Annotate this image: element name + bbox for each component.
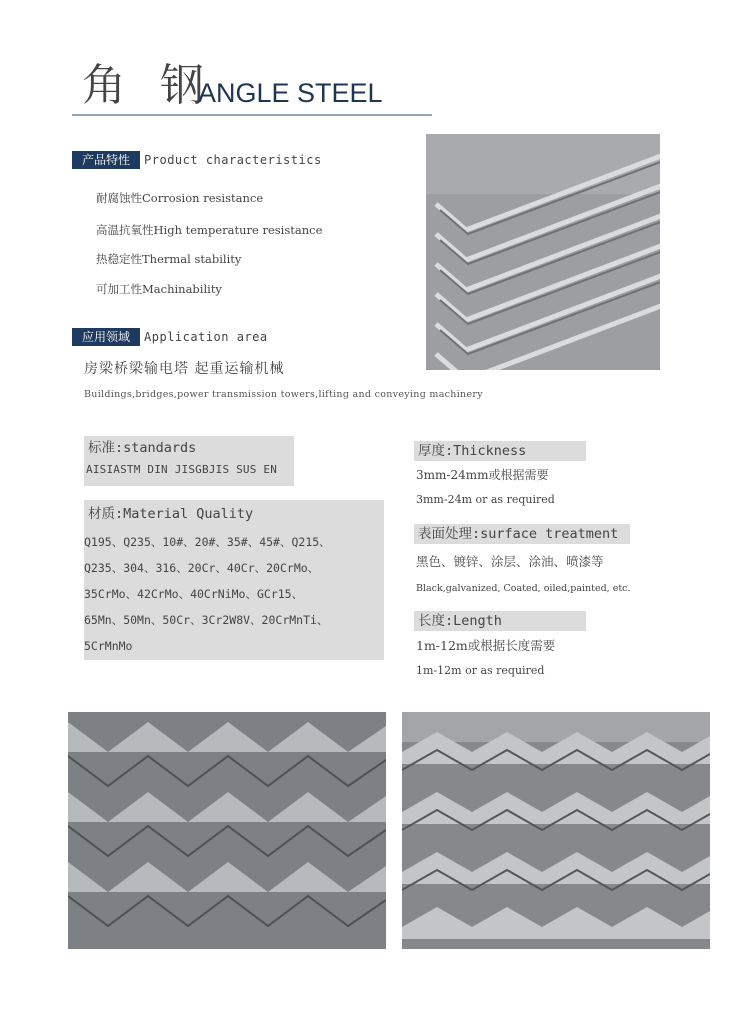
surface-box bbox=[414, 524, 630, 544]
length-label: 长度:Length bbox=[418, 613, 502, 629]
length-box bbox=[414, 611, 586, 631]
material-label: 材质:Material Quality bbox=[88, 506, 254, 522]
material-line: 35CrMo、42CrMo、40CrNiMo、GCr15、 bbox=[84, 587, 304, 601]
material-list bbox=[84, 525, 384, 659]
characteristics-header bbox=[72, 151, 322, 169]
standards-value: AISIASTM DIN JISGBJIS SUS EN bbox=[86, 463, 278, 476]
material-line: 65Mn、50Mn、50Cr、3Cr2W8V、20CrMnTi、 bbox=[84, 613, 329, 627]
thickness-cn: 3mm-24mm或根据需要 bbox=[416, 468, 549, 482]
length-cn: 1m-12m或根据长度需要 bbox=[416, 638, 556, 653]
application-english: Buildings,bridges,power transmission towers,lifting and conveying machinery bbox=[84, 389, 483, 400]
title-english: ANGLE STEEL bbox=[198, 78, 383, 108]
characteristics-tag: 产品特性 bbox=[72, 151, 140, 169]
material-line: 5CrMnMo bbox=[84, 639, 133, 653]
feature-item: 热稳定性Thermal stability bbox=[96, 252, 242, 266]
surface-en: Black,galvanized, Coated, oiled,painted, etc. bbox=[416, 583, 631, 594]
material-line: Q235、304、316、20Cr、40Cr、20CrMo、 bbox=[84, 561, 320, 575]
application-chinese: 房梁桥梁输电塔 起重运输机械 bbox=[84, 361, 285, 377]
length-en: 1m-12m or as required bbox=[416, 664, 545, 677]
feature-item: 高温抗氧性High temperature resistance bbox=[96, 223, 323, 237]
characteristics-label: Product characteristics bbox=[144, 153, 322, 167]
application-label: Application area bbox=[144, 330, 268, 344]
angle-steel-photo-bottom-right bbox=[402, 712, 710, 949]
surface-cn: 黑色、镀锌、涂层、涂油、喷漆等 bbox=[416, 554, 604, 569]
application-header bbox=[72, 328, 268, 346]
surface-label: 表面处理:surface treatment bbox=[418, 526, 619, 542]
title-chinese: 角 钢 bbox=[82, 60, 214, 111]
thickness-box bbox=[414, 441, 586, 461]
material-line: Q195、Q235、10#、20#、35#、45#、Q215、 bbox=[84, 535, 331, 549]
feature-item: 可加工性Machinability bbox=[96, 282, 222, 296]
standards-label: 标准:standards bbox=[88, 440, 197, 456]
standards-box bbox=[84, 436, 294, 486]
thickness-label: 厚度:Thickness bbox=[418, 443, 527, 459]
angle-steel-photo-top bbox=[426, 134, 660, 370]
title-divider bbox=[72, 114, 432, 116]
material-box bbox=[84, 500, 384, 660]
application-tag: 应用领域 bbox=[72, 328, 140, 346]
thickness-en: 3mm-24m or as required bbox=[416, 493, 555, 506]
feature-item: 耐腐蚀性Corrosion resistance bbox=[96, 191, 264, 205]
angle-steel-photo-bottom-left bbox=[68, 712, 386, 949]
